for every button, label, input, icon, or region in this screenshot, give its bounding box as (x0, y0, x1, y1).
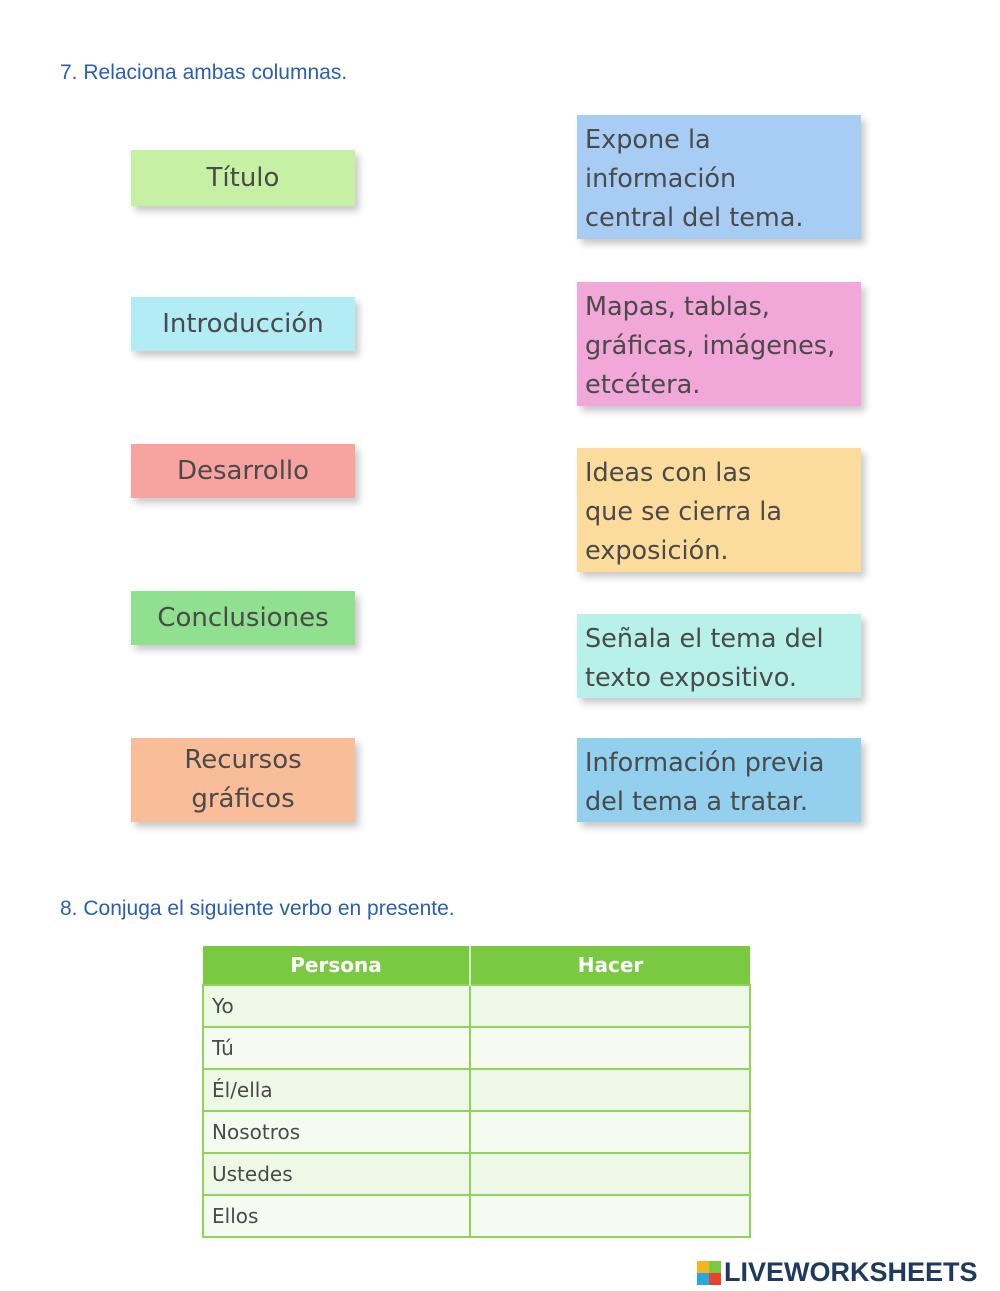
left-card-introduccion[interactable] (131, 297, 355, 351)
question-7-title: 7. Relaciona ambas columnas. (60, 61, 348, 84)
card-line: central del tema. (585, 203, 804, 233)
card-line: gráficas, imágenes, (585, 331, 836, 361)
table-row (203, 1153, 750, 1195)
answer-input[interactable] (470, 1153, 750, 1195)
answer-input[interactable] (470, 1195, 750, 1237)
persona-cell: Ustedes (203, 1153, 470, 1195)
left-card-titulo[interactable] (131, 150, 355, 206)
answer-input[interactable] (470, 1027, 750, 1069)
table-row (203, 1069, 750, 1111)
table-row (203, 1195, 750, 1237)
card-line: información (585, 164, 737, 194)
left-card-desarrollo[interactable] (131, 444, 355, 498)
card-line: Introducción (162, 308, 324, 339)
persona-cell: Nosotros (203, 1111, 470, 1153)
conjugation-table (202, 946, 751, 1238)
card-line: texto expositivo. (585, 663, 797, 693)
question-8-title: 8. Conjuga el siguiente verbo en presente. (60, 897, 455, 920)
right-card-informacion[interactable] (577, 738, 861, 822)
persona-cell: Yo (203, 985, 470, 1027)
table-row (203, 985, 750, 1027)
table-row (203, 1111, 750, 1153)
card-line: Expone la (585, 125, 711, 155)
card-line: etcétera. (585, 370, 701, 400)
left-card-recursos-graficos[interactable] (131, 738, 355, 822)
card-line: Conclusiones (157, 602, 329, 633)
answer-input[interactable] (470, 1069, 750, 1111)
header-persona: Persona (203, 946, 470, 985)
logo-text: LIVEWORKSHEETS (724, 1257, 978, 1287)
card-line: Información previa (585, 748, 825, 778)
card-line: del tema a tratar. (585, 787, 809, 817)
card-line: Señala el tema del (585, 624, 824, 654)
answer-input[interactable] (470, 1111, 750, 1153)
left-card-conclusiones[interactable] (131, 591, 355, 645)
right-card-mapas[interactable] (577, 282, 861, 406)
persona-cell: Ellos (203, 1195, 470, 1237)
table-row (203, 1027, 750, 1069)
card-line: gráficos (191, 784, 295, 814)
header-hacer: Hacer (470, 946, 750, 985)
card-line: Mapas, tablas, (585, 292, 770, 322)
card-line: Recursos (184, 745, 302, 775)
right-card-senala[interactable] (577, 614, 861, 698)
card-line: Ideas con las (585, 458, 752, 488)
card-line: que se cierra la (585, 497, 782, 527)
liveworksheets-logo (697, 1257, 978, 1288)
persona-cell: Tú (203, 1027, 470, 1069)
right-card-ideas[interactable] (577, 448, 861, 572)
card-line: Título (206, 162, 280, 193)
card-line: Desarrollo (176, 455, 310, 486)
persona-cell: Él/ella (203, 1069, 470, 1111)
logo-grid-icon (697, 1261, 721, 1285)
answer-input[interactable] (470, 985, 750, 1027)
right-card-expone[interactable] (577, 115, 861, 239)
card-line: exposición. (585, 536, 729, 566)
